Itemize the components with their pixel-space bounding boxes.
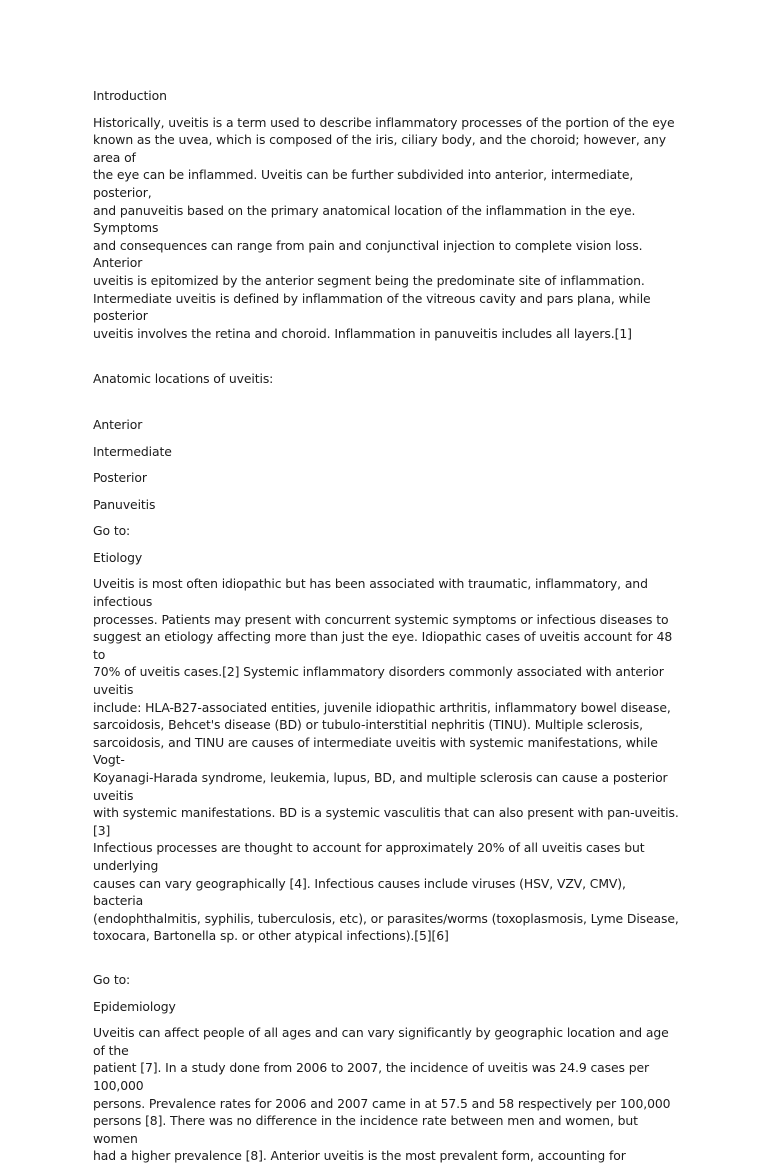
paragraph-etiology <box>93 575 679 944</box>
text-line: 70% of uveitis cases.[2] Systemic inflammatory disorders commonly associated with anterior uveitis <box>93 664 664 698</box>
text-line: (endophthalmitis, syphilis, tuberculosis, etc), or parasites/worms (toxoplasmosis, Lyme Disease, <box>93 910 679 926</box>
text-line: uveitis involves the retina and choroid. Inflammation in panuveitis includes all layers.[1] <box>93 325 632 341</box>
text-line: had a higher prevalence [8]. Anterior uveitis is the most prevalent form, accounting for <box>93 1148 626 1164</box>
text-line: toxocara, Bartonella sp. or other atypical infections).[5][6] <box>93 928 449 944</box>
text-line: Uveitis can affect people of all ages and can vary significantly by geographic location and age of the <box>93 1025 669 1058</box>
text-line: known as the uvea, which is composed of the iris, ciliary body, and the choroid; however, any area of <box>93 132 667 165</box>
text-line: persons [8]. There was no difference in the incidence rate between men and women, but women <box>93 1113 638 1146</box>
text-line: Historically, uveitis is a term used to describe inflammatory processes of the portion of the eye <box>93 114 675 130</box>
text-line: sarcoidosis, and TINU are causes of intermediate uveitis with systemic manifestations, while Vogt- <box>93 734 658 768</box>
section-heading-etiology: Etiology <box>93 549 143 565</box>
goto-link[interactable]: Go to: <box>93 971 131 987</box>
text-line: uveitis is epitomized by the anterior segment being the predominate site of inflammation. <box>93 272 645 288</box>
list-item-panuveitis: Panuveitis <box>93 496 156 512</box>
text-line: the eye can be inflammed. Uveitis can be further subdivided into anterior, intermediate, posterior, <box>93 167 634 200</box>
text-line: suggest an etiology affecting more than just the eye. Idiopathic cases of uveitis account for 48 to <box>93 629 673 662</box>
text-line: sarcoidosis, Behcet's disease (BD) or tubulo-interstitial nephritis (TINU). Multiple sclerosis, <box>93 717 643 733</box>
text-line: include: HLA-B27-associated entities, juvenile idiopathic arthritis, inflammatory bowel disease, <box>93 699 671 715</box>
section-heading-anatomic-locations: Anatomic locations of uveitis: <box>93 371 274 387</box>
text-line: and consequences can range from pain and conjunctival injection to complete vision loss. Anterior <box>93 237 643 271</box>
text-line: causes can vary geographically [4]. Infectious causes include viruses (HSV, VZV, CMV), bacteria <box>93 875 626 909</box>
text-line: patient [7]. In a study done from 2006 to 2007, the incidence of uveitis was 24.9 cases per 100,000 <box>93 1060 650 1093</box>
text-line: persons. Prevalence rates for 2006 and 2007 came in at 57.5 and 58 respectively per 100,000 <box>93 1095 671 1111</box>
text-line: processes. Patients may present with concurrent systemic symptoms or infectious diseases to <box>93 611 669 627</box>
paragraph-introduction <box>93 114 679 343</box>
paragraph-epidemiology <box>93 1024 679 1165</box>
list-item-intermediate: Intermediate <box>93 443 172 459</box>
section-heading-introduction: Introduction <box>93 88 167 103</box>
list-item-anterior: Anterior <box>93 416 143 432</box>
text-line: with systemic manifestations. BD is a systemic vasculitis that can also present with pan-uveitis.[3] <box>93 805 679 838</box>
text-line: Infectious processes are thought to account for approximately 20% of all uveitis cases but underlying <box>93 840 645 873</box>
text-line: and panuveitis based on the primary anatomical location of the inflammation in the eye. Symptoms <box>93 202 636 236</box>
document-page <box>93 87 679 1174</box>
section-heading-epidemiology: Epidemiology <box>93 998 176 1014</box>
text-line: Intermediate uveitis is defined by inflammation of the vitreous cavity and pars plana, while posterior <box>93 290 651 324</box>
text-line: Koyanagi-Harada syndrome, leukemia, lupus, BD, and multiple sclerosis can cause a posterior uveitis <box>93 770 668 803</box>
text-line: Uveitis is most often idiopathic but has been associated with traumatic, inflammatory, and infectious <box>93 576 648 610</box>
list-item-posterior: Posterior <box>93 470 147 486</box>
goto-link[interactable]: Go to: <box>93 523 131 539</box>
